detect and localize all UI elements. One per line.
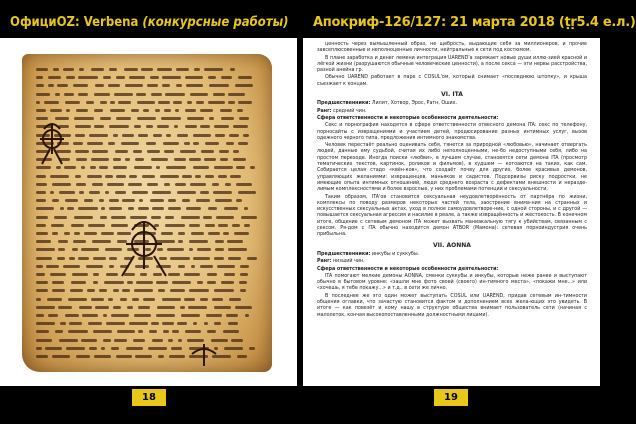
intro-paragraph: Обычно UAREND работает в паре с COSUL'ом, который снимает «последнюю штопку», и крыша съезжает к концам. — [317, 75, 587, 87]
footer-right — [303, 386, 600, 424]
predecessors-line: Предшественники: инкубы и суккубы. — [317, 251, 420, 257]
page-number-right: 19 — [434, 389, 468, 406]
section-subtitle: (конкурсные работы) — [142, 15, 289, 30]
right-page — [303, 38, 600, 386]
rank-line: Ранг: средний чин. — [317, 108, 367, 114]
header-left-title — [10, 15, 289, 30]
intro-paragraph: В плане заработка и денег лемени интеграция UAREND'а заряжает новые души иллю-зией красной и лёгкой жизни (разрушаются обычные человеческие ценности), а после секса — эти нервы расстройства, разной анейна гр. — [317, 55, 587, 74]
sphere-line: Сфера ответственности и некоторые особенности деятельности: — [317, 115, 499, 121]
body-paragraph: ITA помогают мелкие демоны AONNA, сменки суккубы и инкубы, которые неже ранее и выступают обычно в бытовом уровне: «зашли мне фото своей (своего) ин-тимного места», «покажи мне...» или «хочешь, я тебе покажу...» и т.д., в сети же лично. — [317, 273, 587, 292]
rank-line: Ранг: низший чин. — [317, 259, 365, 265]
body-paragraph: В последнее же это один может выступать COSUL или UAREND, придав сетевым ин-тимности общения оглавки, что зачастую становится фактом и дополнением всех жела-ющих это увидеть. В итоге — как повезёт и кому нашу в структуре общества внимает пользователь сети (начиная с малолеток, кончая высокопоставленными должностными лицами). — [317, 293, 587, 318]
body-paragraph: Таким образом, ITA'ов становится сексуальная неудовлетворённость от партнёра по жизни, комплексы по поводу размеров некоторых частей тела, заострение внима-ния на странных и искусственных сексуальных актах, уход в полное самоудовлетворе-ние, с одной стороны, и с другой — повышается сексуальная агрессия и насилие в реале, а также извращённость и жестокость. В конечном итоге, общение с сетевым демоном ITA может вызвать маниакальную тягу к убийствам, связанным с сексом. Ря-дом с ITA обычно находится демон ATBOR (Мамона): сетевая порноиндустрия очень прибыльна. — [317, 194, 587, 238]
header-right-title: Апокриф-126/127: 21 марта 2018 (ṭṛ5.4 е.л.) — [313, 15, 636, 30]
sigil-icon — [22, 54, 272, 372]
body-paragraph: Человек перестаёт реально оценивать себя, тянется за природной «любовью», начинает отвергать людей, данные ему судьбой, считая их либо неполноценными, не-бо недоступными себя, либо на простом переходе. Иногда поиски «любви», в лучшем случае, становятся сети демона ITA (просмотр тематических текстов, картинок, роликов и фильмов), в худшем — котоаются на таких, как сам. Собирается целая стадо «квён-ков», что создаёт почву для других, более красивых демонов, управляющих желаниями: извращенцев, маньяков и садистов. Подсервизы риску подростки, не имеющие опыта интимных отношений, люди среднего возраста с дефектами внешности и неразде-лимым комплексностями и более взрослые, у них проблемами потенции и сексуальности. — [317, 143, 587, 193]
sphere-line: Сфера ответственности и некоторые особенности деятельности: — [317, 266, 499, 272]
page-number-left: 18 — [132, 389, 166, 406]
article-text — [317, 42, 587, 320]
footer-left — [0, 386, 297, 424]
body-paragraph: Секс и порнография находятся в сфере ответственности отвесного демона ITA: секс по телефону, порносайты с извращениями и участием детей, продюсирование разных интимных услуг, вызов одежного черного типа, предложения интимного знакомства. — [317, 123, 587, 141]
left-page — [0, 38, 297, 386]
magazine-title: ОфициOZ: Verbena — [10, 15, 139, 30]
parchment-illustration — [22, 54, 272, 372]
intro-paragraph: ценность через вымышленный образ, не щебрость, выдающие себя за миллионеров, и прочие завсеплюсовенные и неполноценные личности, нейтральные к сети под костюмом. — [317, 42, 587, 54]
predecessors-line: Предшественники: Лилит, Хотвор, Эрос, Ратн, Оших. — [317, 101, 458, 107]
section-heading-aonna: VII. AONNA — [433, 241, 471, 249]
header-bar — [0, 0, 636, 38]
section-heading-ita: VI. ITA — [441, 91, 463, 99]
